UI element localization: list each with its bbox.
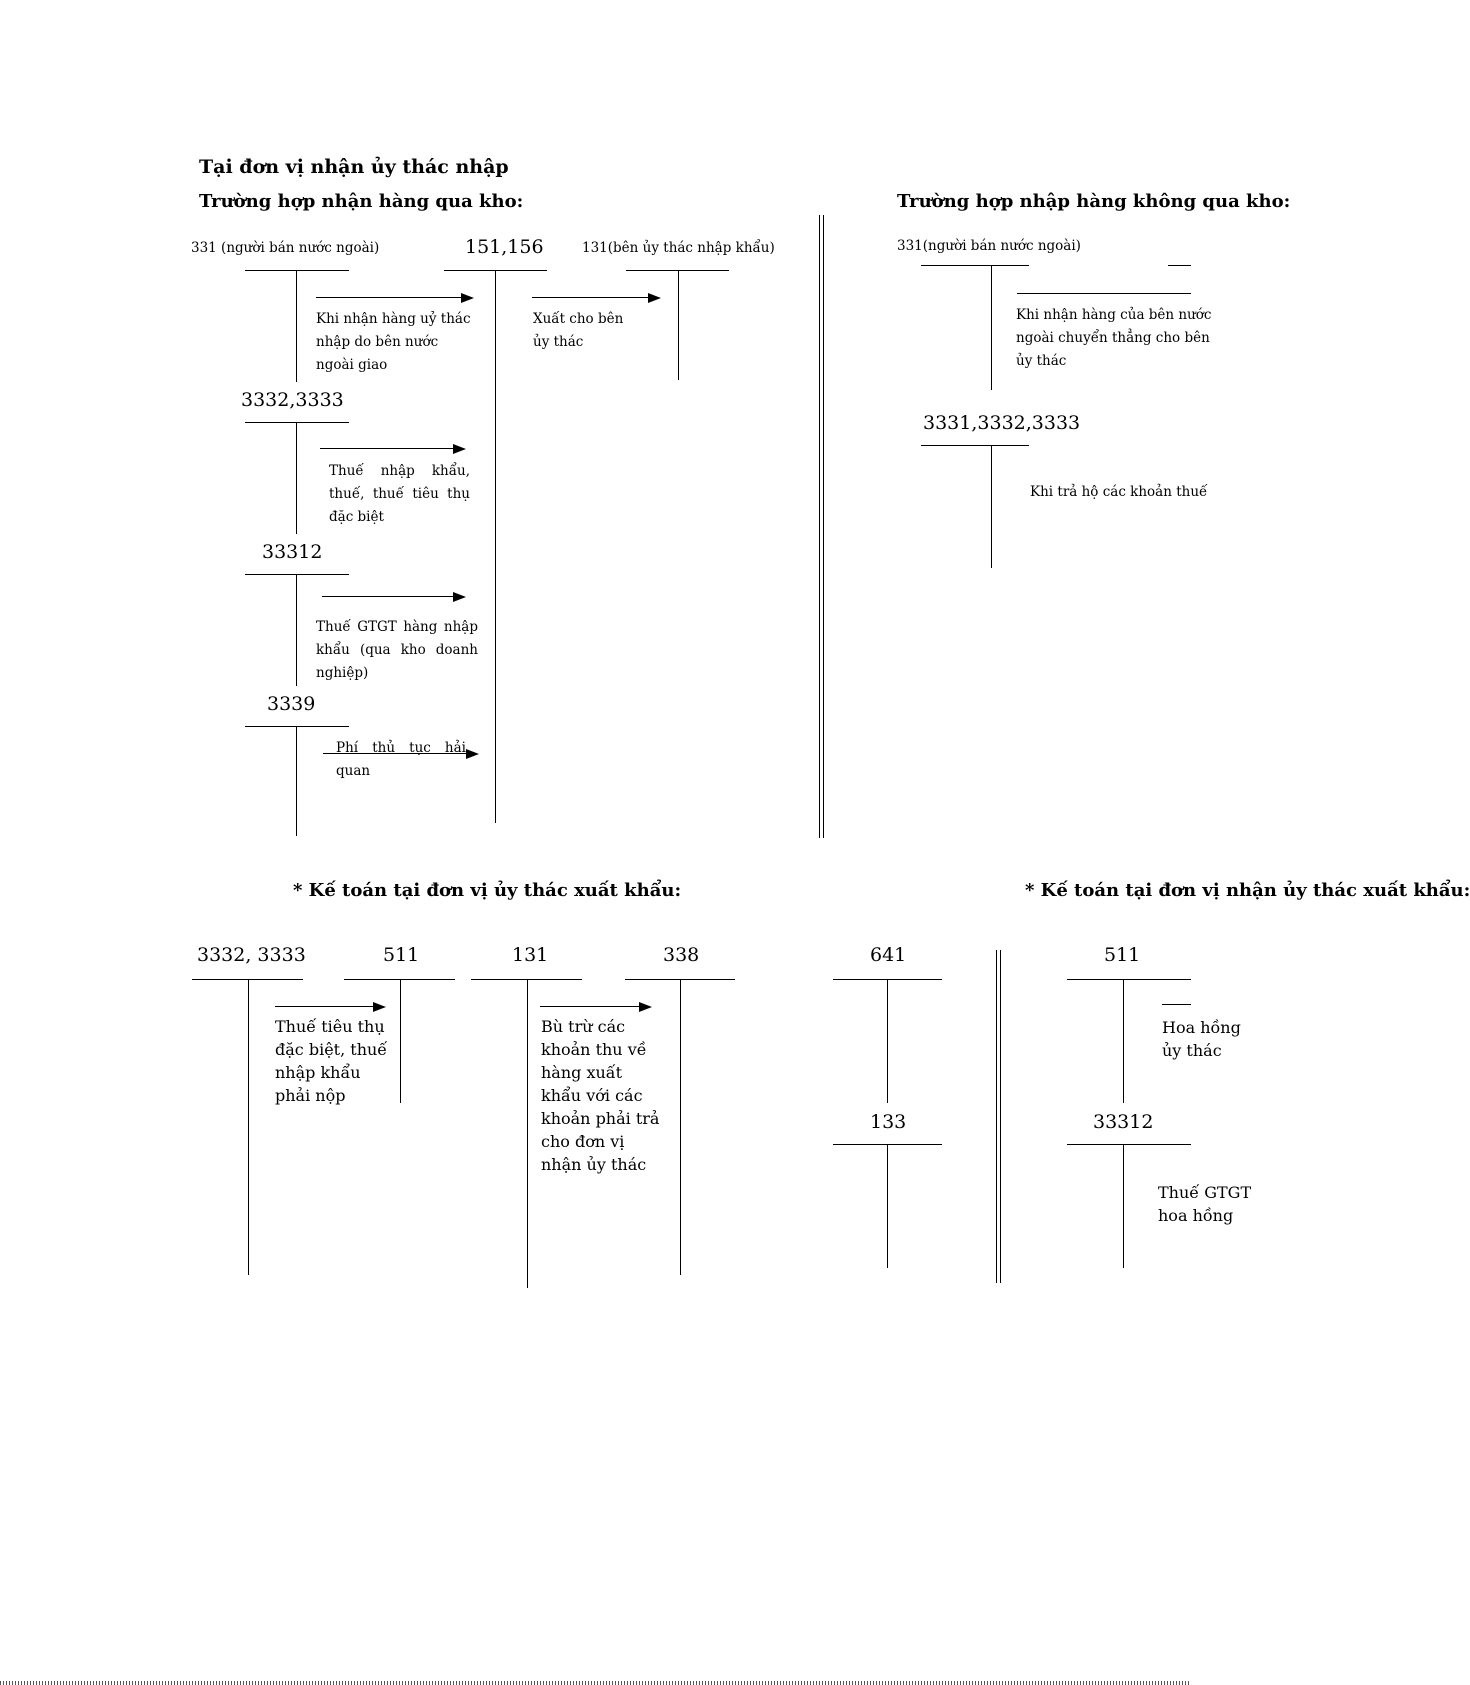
- account-151-stem: [495, 270, 496, 823]
- account-33312-label: 33312: [262, 541, 323, 563]
- account-3339-stem: [296, 726, 297, 836]
- right-account-3331-label: 3331,3332,3333: [923, 412, 1081, 434]
- left-case-heading: Trường hợp nhận hàng qua kho:: [199, 191, 524, 212]
- receiver-arrow-511: [1162, 1004, 1191, 1005]
- receiver-note-vat: Thuế GTGT hoa hồng: [1158, 1183, 1252, 1225]
- account-131-stem: [678, 270, 679, 380]
- arrow-3332-to-151: [320, 444, 466, 454]
- right-arrow-331: [1017, 293, 1191, 294]
- receiver-note-commission: Hoa hồng ủy thác: [1162, 1018, 1241, 1060]
- note-receive-goods: Khi nhận hàng uỷ thác nhập do bên nước ngoài giao: [316, 311, 471, 373]
- arrow-export-131-to-338: [540, 1002, 652, 1012]
- right-account-3331-line: [921, 445, 1029, 446]
- page-title: Tại đơn vị nhận ủy thác nhập: [199, 156, 509, 178]
- receiver-account-33312-line: [1067, 1144, 1191, 1145]
- section-divider-lower: [996, 950, 1001, 1283]
- export-account-338-label: 338: [663, 944, 700, 966]
- section-divider-upper: [819, 215, 824, 838]
- right-note-pay-tax: Khi trả hộ các khoản thuế: [1030, 484, 1208, 500]
- account-331-stem: [296, 270, 297, 382]
- note-customs-fee: Phí thủ tục hải quan: [336, 740, 466, 779]
- account-3339-label: 3339: [267, 693, 316, 715]
- account-331-label: 331 (người bán nước ngoài): [191, 240, 380, 256]
- note-import-tax: Thuế nhập khẩu, thuế, thuế tiêu thụ đặc biệt: [329, 463, 470, 525]
- note-vat-import: Thuế GTGT hàng nhập khẩu (qua kho doanh nghiệp): [316, 619, 478, 681]
- export-account-133-stem: [887, 1144, 888, 1268]
- right-case-heading: Trường hợp nhập hàng không qua kho:: [897, 191, 1291, 212]
- export-note-tax: Thuế tiêu thụ đặc biệt, thuế nhập khẩu phải nộp: [275, 1017, 388, 1105]
- export-account-641-label: 641: [870, 944, 907, 966]
- receiver-heading: * Kế toán tại đơn vị nhận ủy thác xuất khẩu:: [1025, 880, 1470, 901]
- arrow-151-to-131: [532, 293, 661, 303]
- receiver-account-511-line: [1067, 979, 1191, 980]
- account-131-label: 131(bên ủy thác nhập khẩu): [582, 240, 775, 256]
- export-account-511-label: 511: [383, 944, 420, 966]
- export-account-133-label: 133: [870, 1111, 907, 1133]
- right-account-331-stem: [991, 265, 992, 390]
- right-account-331-label: 331(người bán nước ngoài): [897, 238, 1081, 254]
- receiver-account-33312-label: 33312: [1093, 1111, 1154, 1133]
- arrow-33312-to-151: [322, 592, 466, 602]
- account-3332-line: [245, 422, 349, 423]
- export-account-131-label: 131: [512, 944, 549, 966]
- account-331-line: [245, 270, 349, 271]
- export-account-338-stem: [680, 979, 681, 1275]
- receiver-account-33312-stem: [1123, 1144, 1124, 1268]
- export-account-131-stem: [527, 979, 528, 1288]
- right-account-331-line: [921, 265, 1029, 266]
- export-account-3332-stem: [248, 979, 249, 1275]
- account-151-label: 151,156: [465, 236, 544, 258]
- export-account-641-stem: [887, 979, 888, 1103]
- account-33312-stem: [296, 574, 297, 686]
- right-account-3331-stem: [991, 445, 992, 568]
- page-bottom-dotted-border: [0, 1681, 1191, 1685]
- receiver-account-511-label: 511: [1104, 944, 1141, 966]
- account-3332-stem: [296, 422, 297, 534]
- account-33312-line: [245, 574, 349, 575]
- export-note-offset: Bù trừ các khoản thu về hàng xuất khẩu với các khoản phải trả cho đơn vị nhận ủy thác: [541, 1017, 660, 1174]
- receiver-account-511-stem: [1123, 979, 1124, 1103]
- arrow-331-to-151: [316, 293, 474, 303]
- arrow-export-3332-to-511: [275, 1002, 386, 1012]
- account-3339-line: [245, 726, 349, 727]
- export-account-511-stem: [400, 979, 401, 1103]
- export-heading: * Kế toán tại đơn vị ủy thác xuất khẩu:: [293, 880, 682, 901]
- note-issue-to-principal: Xuất cho bên ủy thác: [533, 311, 624, 350]
- export-account-3332-label: 3332, 3333: [197, 944, 306, 966]
- right-note-direct-transfer: Khi nhận hàng của bên nước ngoài chuyển thẳng cho bên ủy thác: [1016, 307, 1212, 369]
- right-account-second-line: [1168, 265, 1191, 266]
- account-3332-label: 3332,3333: [241, 389, 344, 411]
